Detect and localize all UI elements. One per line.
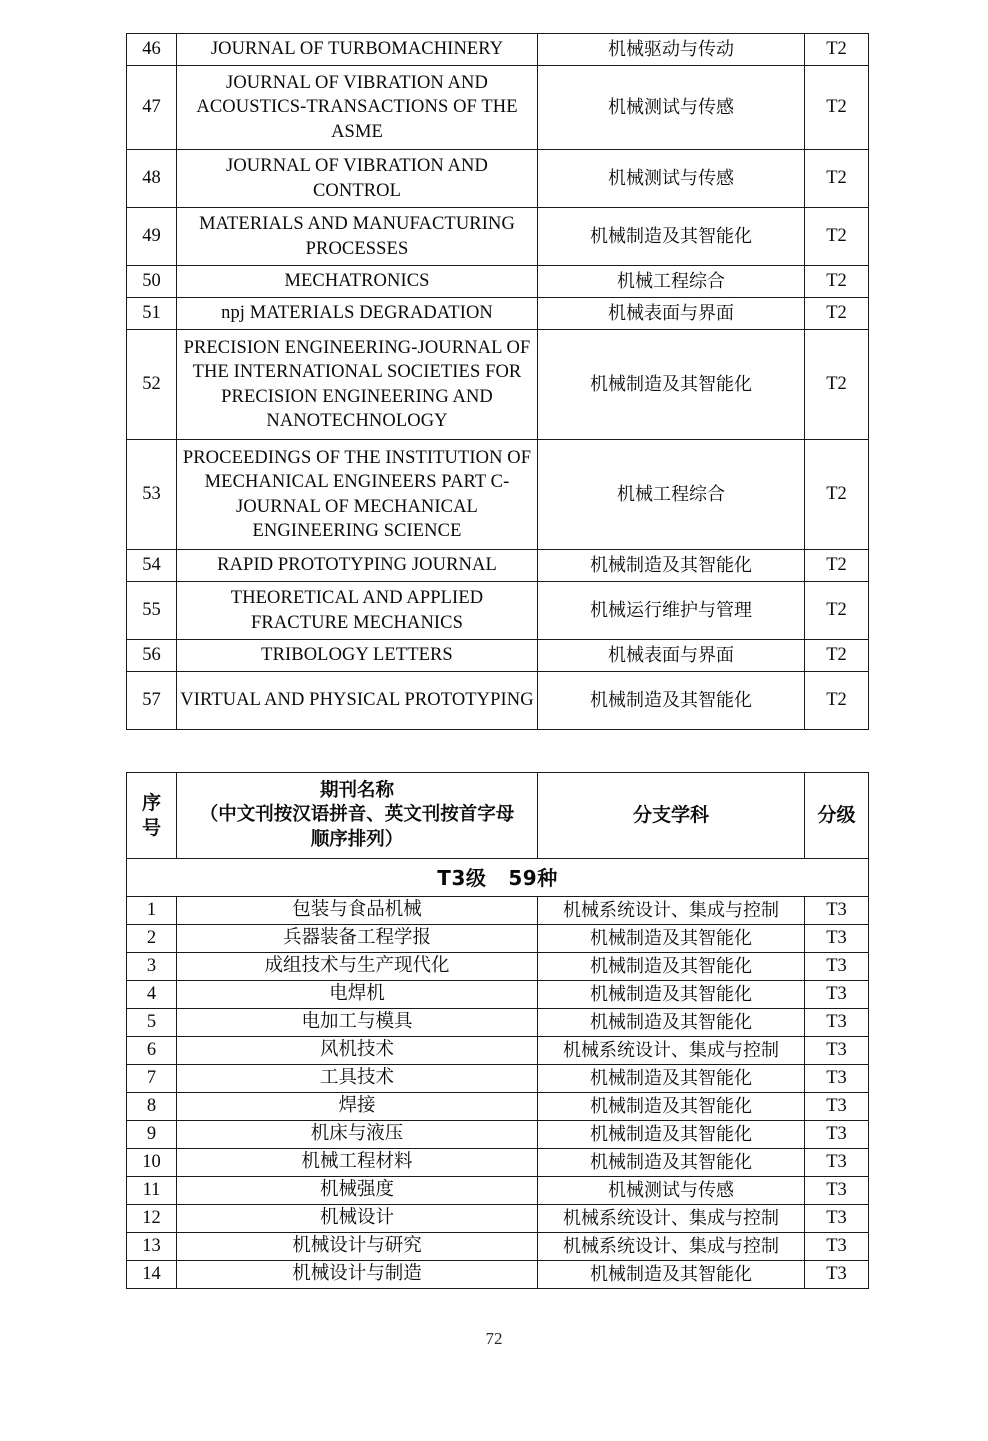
cell-discipline: 机械制造及其智能化: [538, 330, 805, 440]
table-row: [127, 1261, 869, 1289]
table-row: [127, 550, 869, 582]
header-no-line1: 序: [141, 791, 161, 814]
cell-journal-name: THEORETICAL AND APPLIED FRACTURE MECHANICS: [177, 582, 538, 640]
cell-level: T3: [805, 925, 869, 953]
cell-sequence-number: 3: [127, 953, 177, 981]
table-row: [127, 925, 869, 953]
cell-level: T2: [805, 582, 869, 640]
cell-journal-name: 焊接: [177, 1093, 538, 1121]
header-cell-discipline: 分支学科: [538, 773, 805, 859]
cell-level: T2: [805, 208, 869, 266]
cell-discipline: 机械制造及其智能化: [538, 672, 805, 730]
cell-discipline: 机械驱动与传动: [538, 34, 805, 66]
t2-table-body: [127, 34, 869, 730]
cell-sequence-number: 50: [127, 266, 177, 298]
cell-sequence-number: 8: [127, 1093, 177, 1121]
table-row: [127, 897, 869, 925]
cell-discipline: 机械制造及其智能化: [538, 925, 805, 953]
cell-sequence-number: 56: [127, 640, 177, 672]
cell-sequence-number: 5: [127, 1009, 177, 1037]
section-count-label: 59种: [508, 865, 558, 890]
t3-journal-table: [126, 772, 869, 1289]
cell-sequence-number: 14: [127, 1261, 177, 1289]
cell-sequence-number: 9: [127, 1121, 177, 1149]
cell-discipline: 机械表面与界面: [538, 640, 805, 672]
cell-level: T2: [805, 266, 869, 298]
table-row: [127, 66, 869, 150]
cell-discipline: 机械系统设计、集成与控制: [538, 1037, 805, 1065]
page-number: 72: [485, 1329, 503, 1348]
section-band-cell: [127, 859, 869, 897]
cell-sequence-number: 51: [127, 298, 177, 330]
cell-sequence-number: 46: [127, 34, 177, 66]
cell-discipline: 机械表面与界面: [538, 298, 805, 330]
cell-discipline: 机械制造及其智能化: [538, 953, 805, 981]
cell-level: T3: [805, 1261, 869, 1289]
cell-level: T3: [805, 1177, 869, 1205]
table-row: [127, 1121, 869, 1149]
cell-level: T3: [805, 1205, 869, 1233]
cell-discipline: 机械制造及其智能化: [538, 1261, 805, 1289]
cell-journal-name: MATERIALS AND MANUFACTURING PROCESSES: [177, 208, 538, 266]
cell-journal-name: JOURNAL OF TURBOMACHINERY: [177, 34, 538, 66]
cell-discipline: 机械制造及其智能化: [538, 1149, 805, 1177]
cell-discipline: 机械制造及其智能化: [538, 550, 805, 582]
cell-level: T3: [805, 897, 869, 925]
cell-level: T2: [805, 34, 869, 66]
table-row: [127, 34, 869, 66]
cell-journal-name: 机械设计与研究: [177, 1233, 538, 1261]
cell-level: T3: [805, 1009, 869, 1037]
cell-journal-name: 包装与食品机械: [177, 897, 538, 925]
cell-sequence-number: 55: [127, 582, 177, 640]
cell-sequence-number: 57: [127, 672, 177, 730]
table-row: [127, 208, 869, 266]
cell-journal-name: MECHATRONICS: [177, 266, 538, 298]
cell-discipline: 机械工程综合: [538, 440, 805, 550]
cell-sequence-number: 6: [127, 1037, 177, 1065]
cell-journal-name: RAPID PROTOTYPING JOURNAL: [177, 550, 538, 582]
table-row: [127, 672, 869, 730]
cell-journal-name: JOURNAL OF VIBRATION AND CONTROL: [177, 150, 538, 208]
cell-journal-name: 机械设计与制造: [177, 1261, 538, 1289]
header-cell-level: 分级: [805, 773, 869, 859]
cell-sequence-number: 48: [127, 150, 177, 208]
cell-level: T3: [805, 1149, 869, 1177]
cell-sequence-number: 54: [127, 550, 177, 582]
cell-discipline: 机械制造及其智能化: [538, 208, 805, 266]
cell-discipline: 机械测试与传感: [538, 66, 805, 150]
table-row: [127, 1177, 869, 1205]
table-row: [127, 1149, 869, 1177]
cell-discipline: 机械工程综合: [538, 266, 805, 298]
cell-journal-name: 机械设计: [177, 1205, 538, 1233]
cell-journal-name: 机械工程材料: [177, 1149, 538, 1177]
cell-level: T2: [805, 440, 869, 550]
cell-sequence-number: 53: [127, 440, 177, 550]
cell-journal-name: PROCEEDINGS OF THE INSTITUTION OF MECHANICAL ENGINEERS PART C-JOURNAL OF MECHANICAL ENGINEERING SCIENCE: [177, 440, 538, 550]
cell-journal-name: PRECISION ENGINEERING-JOURNAL OF THE INTERNATIONAL SOCIETIES FOR PRECISION ENGINEERING AND NANOTECHNOLOGY: [177, 330, 538, 440]
table-row: [127, 1009, 869, 1037]
cell-sequence-number: 2: [127, 925, 177, 953]
header-name-line3: 顺序排列）: [310, 828, 404, 850]
cell-journal-name: 兵器装备工程学报: [177, 925, 538, 953]
cell-journal-name: 工具技术: [177, 1065, 538, 1093]
table-row: [127, 1037, 869, 1065]
cell-journal-name: 风机技术: [177, 1037, 538, 1065]
section-band-row: [127, 859, 869, 897]
table-row: [127, 440, 869, 550]
cell-journal-name: 电焊机: [177, 981, 538, 1009]
cell-discipline: 机械测试与传感: [538, 150, 805, 208]
header-cell-no: [127, 773, 177, 859]
table-row: [127, 330, 869, 440]
cell-discipline: 机械制造及其智能化: [538, 1121, 805, 1149]
cell-journal-name: npj MATERIALS DEGRADATION: [177, 298, 538, 330]
cell-level: T3: [805, 1065, 869, 1093]
table-row: [127, 266, 869, 298]
table-row: [127, 953, 869, 981]
table-row: [127, 1233, 869, 1261]
cell-discipline: 机械制造及其智能化: [538, 981, 805, 1009]
cell-level: T3: [805, 1037, 869, 1065]
cell-sequence-number: 47: [127, 66, 177, 150]
cell-sequence-number: 49: [127, 208, 177, 266]
cell-level: T3: [805, 981, 869, 1009]
header-no-line2: 号: [141, 816, 161, 839]
cell-sequence-number: 11: [127, 1177, 177, 1205]
cell-discipline: 机械系统设计、集成与控制: [538, 1233, 805, 1261]
cell-discipline: 机械制造及其智能化: [538, 1093, 805, 1121]
header-name-line2: （中文刊按汉语拼音、英文刊按首字母: [199, 804, 515, 826]
section-grade-label: T3级: [437, 865, 487, 890]
cell-level: T2: [805, 150, 869, 208]
cell-level: T2: [805, 672, 869, 730]
cell-journal-name: 成组技术与生产现代化: [177, 953, 538, 981]
cell-sequence-number: 10: [127, 1149, 177, 1177]
cell-level: T2: [805, 66, 869, 150]
cell-level: T3: [805, 953, 869, 981]
table-row: [127, 640, 869, 672]
cell-discipline: 机械制造及其智能化: [538, 1009, 805, 1037]
cell-sequence-number: 52: [127, 330, 177, 440]
cell-sequence-number: 4: [127, 981, 177, 1009]
cell-discipline: 机械系统设计、集成与控制: [538, 897, 805, 925]
cell-level: T3: [805, 1093, 869, 1121]
cell-level: T2: [805, 640, 869, 672]
cell-level: T3: [805, 1121, 869, 1149]
table-row: [127, 981, 869, 1009]
table-row: [127, 1093, 869, 1121]
cell-journal-name: 机床与液压: [177, 1121, 538, 1149]
cell-level: T2: [805, 330, 869, 440]
cell-journal-name: VIRTUAL AND PHYSICAL PROTOTYPING: [177, 672, 538, 730]
cell-discipline: 机械测试与传感: [538, 1177, 805, 1205]
cell-level: T2: [805, 298, 869, 330]
table-row: [127, 298, 869, 330]
cell-sequence-number: 12: [127, 1205, 177, 1233]
table-row: [127, 150, 869, 208]
cell-discipline: 机械制造及其智能化: [538, 1065, 805, 1093]
cell-journal-name: 机械强度: [177, 1177, 538, 1205]
cell-journal-name: 电加工与模具: [177, 1009, 538, 1037]
cell-discipline: 机械运行维护与管理: [538, 582, 805, 640]
table-row: [127, 1065, 869, 1093]
cell-discipline: 机械系统设计、集成与控制: [538, 1205, 805, 1233]
cell-level: T3: [805, 1233, 869, 1261]
cell-journal-name: JOURNAL OF VIBRATION AND ACOUSTICS-TRANSACTIONS OF THE ASME: [177, 66, 538, 150]
cell-sequence-number: 7: [127, 1065, 177, 1093]
cell-sequence-number: 13: [127, 1233, 177, 1261]
table-header-row: [127, 773, 869, 859]
cell-sequence-number: 1: [127, 897, 177, 925]
header-cell-name: [177, 773, 538, 859]
header-name-line1: 期刊名称: [319, 780, 394, 802]
t3-table-body: [127, 773, 869, 1289]
cell-level: T2: [805, 550, 869, 582]
table-row: [127, 1205, 869, 1233]
table-row: [127, 582, 869, 640]
t2-journal-table: [126, 33, 869, 730]
cell-journal-name: TRIBOLOGY LETTERS: [177, 640, 538, 672]
